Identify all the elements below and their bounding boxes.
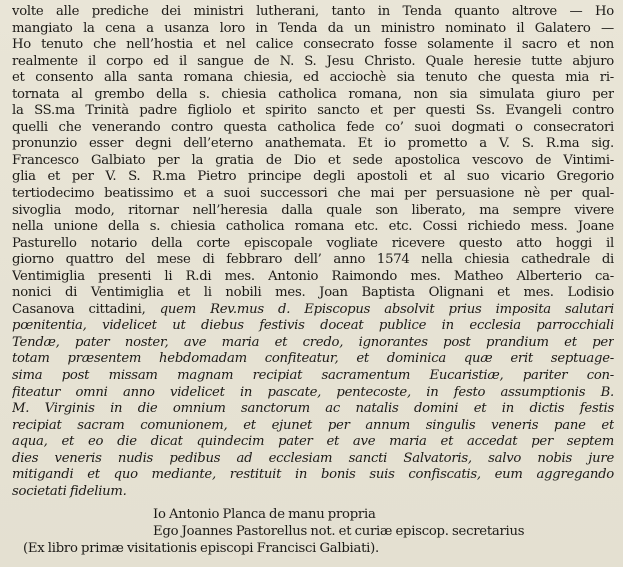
text-line: giorno quattro del mese di febbraro dell’ anno 1574 nella chiesia cathedrale di — [12, 252, 614, 268]
text-line: la SS.ma Trinità padre figliolo et spirito sancto et per questi Ss. Evangeli contro — [12, 103, 614, 119]
mixed-italic-text: quem Rev.mus d. Episcopus absolvit prius imposita salutari — [159, 301, 614, 317]
text-line: mangiato la cena a usanza loro in Tenda da un ministro nominato il Galatero — — [12, 20, 614, 36]
text-line: tornata al grembo della s. chiesia catholica romana, non sia simulata giuro per — [12, 86, 614, 102]
italic-text-line: M. Virginis in die omnium sanctorum ac natalis domini et in dictis festis — [12, 401, 614, 417]
text-line-mixed — [12, 302, 614, 319]
italic-text-line: fiteatur omni anno videlicet in pascate, pentecoste, in festo assumptionis B. — [12, 384, 614, 400]
text-line: Ventimiglia presenti li R.di mes. Antonio Raimondo mes. Matheo Alberterio ca- — [12, 268, 614, 284]
mixed-roman-text: Casanova cittadini, — [12, 301, 160, 317]
italic-text-line: mitigandi et quo mediante, restituit in bonis suis confiscatis, eum aggregando — [12, 467, 614, 483]
text-line: sivoglia modo, ritornar nell’heresia dalla quale son liberato, ma sempre vivere — [12, 202, 614, 218]
signature-block — [12, 506, 614, 557]
italic-text-line: totam præsentem hebdomadam confiteatur, et dominica quæ erit septuage- — [12, 351, 614, 367]
italic-text-line: societati fidelium. — [12, 483, 127, 499]
text-line: Francesco Galbiato per la gratia de Dio et sede apostolica vescovo de Vintimi- — [12, 152, 614, 168]
text-line: nonici di Ventimiglia et li nobili mes. Joan Baptista Olignani et mes. Lodisio — [12, 285, 614, 301]
secretary-line: Ego Joannes Pastorellus not. et curiæ episcop. secretarius — [153, 524, 525, 540]
source-citation: (Ex libro primæ visitationis episcopi Francisci Galbiati). — [23, 541, 379, 557]
italic-text-line: pœnitentia, videlicet ut diebus festivis doceat publice in ecclesia parrocchiali — [12, 318, 614, 334]
document-body — [12, 4, 614, 500]
text-line: Pasturello notario della corte episcopale vogliate ricevere questo atto hoggi il — [12, 235, 614, 251]
text-line: quelli che venerando contro questa catholica fede co’ suoi dogmati o consecratori — [12, 119, 614, 135]
text-line: tertiodecimo beatissimo et a suoi successori che mai per persuasione nè per qual- — [12, 186, 614, 202]
signature-line: Io Antonio Planca de manu propria — [153, 507, 376, 523]
text-line: nella unione della s. chiesia catholica romana etc. etc. Cossi richiedo mess. Joane — [12, 219, 614, 235]
italic-text-line: recipiat sacram comunionem, et ejunet per annum singulis veneris pane et — [12, 417, 614, 433]
text-line: et consento alla santa romana chiesia, ed acciochè sia tenuto che questa mia ri- — [12, 70, 614, 86]
text-line: Ho tenuto che nell’hostia et nel calice consecrato fosse solamente il sacro et non — [12, 37, 614, 53]
text-line: pronunzio esser degni dell’eterno anathemata. Et io prometto a V. S. R.ma sig. — [12, 136, 614, 152]
text-line: glia et per V. S. R.ma Pietro principe degli apostoli et al suo vicario Gregorio — [12, 169, 614, 185]
italic-text-line: Tendæ, pater noster, ave maria et credo, ignorantes post prandium et per — [12, 334, 614, 350]
text-line: volte alle prediche dei ministri lutherani, tanto in Tenda quanto altrove — Ho — [12, 4, 614, 19]
italic-text-line: sima post missam magnam recipiat sacramentum Eucaristiæ, pariter con- — [12, 368, 614, 384]
italic-text-line: aqua, et eo die dicat quindecim pater et ave maria et accedat per septem — [12, 434, 614, 450]
text-line: realmente il corpo ed il sangue de N. S. Jesu Christo. Quale heresie tutte abjuro — [12, 53, 614, 69]
italic-text-line: dies veneris nudis pedibus ad ecclesiam sancti Salvatoris, salvo nobis jure — [12, 450, 614, 466]
